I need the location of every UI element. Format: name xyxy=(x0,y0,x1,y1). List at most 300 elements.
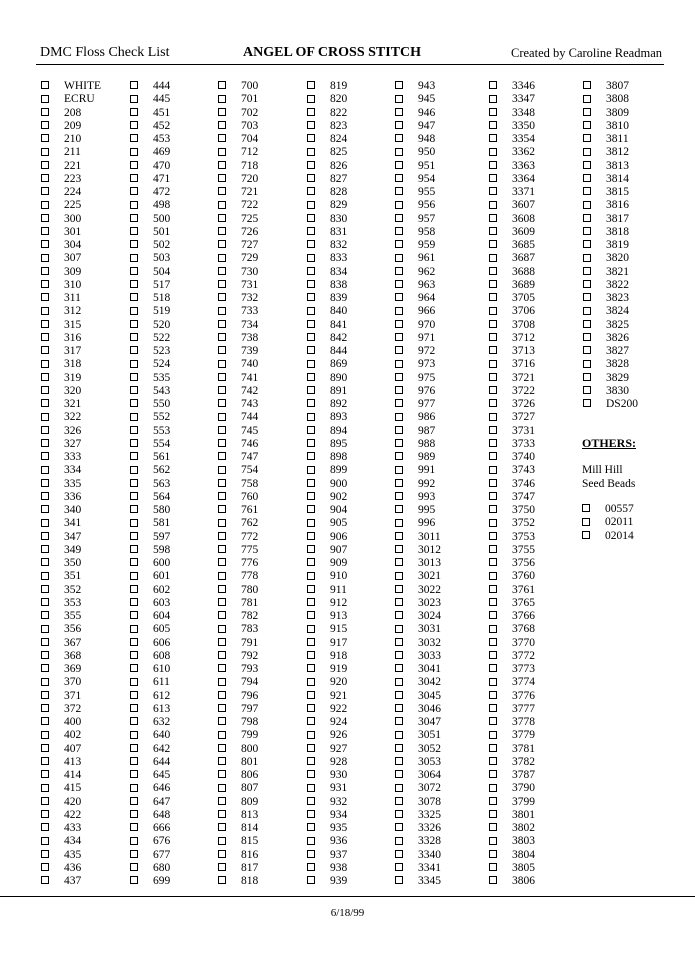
checkbox-icon[interactable] xyxy=(395,784,403,792)
checkbox-icon[interactable] xyxy=(583,134,591,142)
checkbox-icon[interactable] xyxy=(489,545,497,553)
checkbox-icon[interactable] xyxy=(218,850,226,858)
checkbox-icon[interactable] xyxy=(395,95,403,103)
checkbox-icon[interactable] xyxy=(395,413,403,421)
checkbox-icon[interactable] xyxy=(307,598,315,606)
checkbox-icon[interactable] xyxy=(395,201,403,209)
checkbox-icon[interactable] xyxy=(395,558,403,566)
checkbox-icon[interactable] xyxy=(583,254,591,262)
checkbox-icon[interactable] xyxy=(583,360,591,368)
checkbox-icon[interactable] xyxy=(307,108,315,116)
checkbox-icon[interactable] xyxy=(218,585,226,593)
checkbox-icon[interactable] xyxy=(307,545,315,553)
checkbox-icon[interactable] xyxy=(489,267,497,275)
checkbox-icon[interactable] xyxy=(489,254,497,262)
checkbox-icon[interactable] xyxy=(307,174,315,182)
checkbox-icon[interactable] xyxy=(489,201,497,209)
checkbox-icon[interactable] xyxy=(218,227,226,235)
checkbox-icon[interactable] xyxy=(395,293,403,301)
checkbox-icon[interactable] xyxy=(489,426,497,434)
checkbox-icon[interactable] xyxy=(307,558,315,566)
checkbox-icon[interactable] xyxy=(489,731,497,739)
checkbox-icon[interactable] xyxy=(41,386,49,394)
checkbox-icon[interactable] xyxy=(218,240,226,248)
checkbox-icon[interactable] xyxy=(307,505,315,513)
checkbox-icon[interactable] xyxy=(395,863,403,871)
checkbox-icon[interactable] xyxy=(218,413,226,421)
checkbox-icon[interactable] xyxy=(130,585,138,593)
checkbox-icon[interactable] xyxy=(307,346,315,354)
checkbox-icon[interactable] xyxy=(395,214,403,222)
checkbox-icon[interactable] xyxy=(130,784,138,792)
checkbox-icon[interactable] xyxy=(41,360,49,368)
checkbox-icon[interactable] xyxy=(41,346,49,354)
checkbox-icon[interactable] xyxy=(489,757,497,765)
checkbox-icon[interactable] xyxy=(41,611,49,619)
checkbox-icon[interactable] xyxy=(218,426,226,434)
checkbox-icon[interactable] xyxy=(130,293,138,301)
checkbox-icon[interactable] xyxy=(395,267,403,275)
checkbox-icon[interactable] xyxy=(41,227,49,235)
checkbox-icon[interactable] xyxy=(395,492,403,500)
checkbox-icon[interactable] xyxy=(41,174,49,182)
checkbox-icon[interactable] xyxy=(218,598,226,606)
checkbox-icon[interactable] xyxy=(41,691,49,699)
checkbox-icon[interactable] xyxy=(41,108,49,116)
checkbox-icon[interactable] xyxy=(130,187,138,195)
checkbox-icon[interactable] xyxy=(395,439,403,447)
checkbox-icon[interactable] xyxy=(395,823,403,831)
checkbox-icon[interactable] xyxy=(41,598,49,606)
checkbox-icon[interactable] xyxy=(130,320,138,328)
checkbox-icon[interactable] xyxy=(218,784,226,792)
checkbox-icon[interactable] xyxy=(307,214,315,222)
checkbox-icon[interactable] xyxy=(130,95,138,103)
checkbox-icon[interactable] xyxy=(489,492,497,500)
checkbox-icon[interactable] xyxy=(218,810,226,818)
checkbox-icon[interactable] xyxy=(218,837,226,845)
checkbox-icon[interactable] xyxy=(218,201,226,209)
checkbox-icon[interactable] xyxy=(489,108,497,116)
checkbox-icon[interactable] xyxy=(130,174,138,182)
checkbox-icon[interactable] xyxy=(395,797,403,805)
checkbox-icon[interactable] xyxy=(307,479,315,487)
checkbox-icon[interactable] xyxy=(218,625,226,633)
checkbox-icon[interactable] xyxy=(395,532,403,540)
checkbox-icon[interactable] xyxy=(395,717,403,725)
checkbox-icon[interactable] xyxy=(130,598,138,606)
checkbox-icon[interactable] xyxy=(218,664,226,672)
checkbox-icon[interactable] xyxy=(130,333,138,341)
checkbox-icon[interactable] xyxy=(41,293,49,301)
checkbox-icon[interactable] xyxy=(395,479,403,487)
checkbox-icon[interactable] xyxy=(307,876,315,884)
checkbox-icon[interactable] xyxy=(41,452,49,460)
checkbox-icon[interactable] xyxy=(41,744,49,752)
checkbox-icon[interactable] xyxy=(489,823,497,831)
checkbox-icon[interactable] xyxy=(41,651,49,659)
checkbox-icon[interactable] xyxy=(218,307,226,315)
checkbox-icon[interactable] xyxy=(395,386,403,394)
checkbox-icon[interactable] xyxy=(130,466,138,474)
checkbox-icon[interactable] xyxy=(130,121,138,129)
checkbox-icon[interactable] xyxy=(307,810,315,818)
checkbox-icon[interactable] xyxy=(41,466,49,474)
checkbox-icon[interactable] xyxy=(218,876,226,884)
checkbox-icon[interactable] xyxy=(489,691,497,699)
checkbox-icon[interactable] xyxy=(218,108,226,116)
checkbox-icon[interactable] xyxy=(307,850,315,858)
checkbox-icon[interactable] xyxy=(489,466,497,474)
checkbox-icon[interactable] xyxy=(307,532,315,540)
checkbox-icon[interactable] xyxy=(41,731,49,739)
checkbox-icon[interactable] xyxy=(130,797,138,805)
checkbox-icon[interactable] xyxy=(41,187,49,195)
checkbox-icon[interactable] xyxy=(41,307,49,315)
checkbox-icon[interactable] xyxy=(583,108,591,116)
checkbox-icon[interactable] xyxy=(218,731,226,739)
checkbox-icon[interactable] xyxy=(395,187,403,195)
checkbox-icon[interactable] xyxy=(218,678,226,686)
checkbox-icon[interactable] xyxy=(583,373,591,381)
checkbox-icon[interactable] xyxy=(130,704,138,712)
checkbox-icon[interactable] xyxy=(395,134,403,142)
checkbox-icon[interactable] xyxy=(130,770,138,778)
checkbox-icon[interactable] xyxy=(395,452,403,460)
checkbox-icon[interactable] xyxy=(395,810,403,818)
checkbox-icon[interactable] xyxy=(489,187,497,195)
checkbox-icon[interactable] xyxy=(41,201,49,209)
checkbox-icon[interactable] xyxy=(395,837,403,845)
checkbox-icon[interactable] xyxy=(41,638,49,646)
checkbox-icon[interactable] xyxy=(307,572,315,580)
checkbox-icon[interactable] xyxy=(489,770,497,778)
checkbox-icon[interactable] xyxy=(41,704,49,712)
checkbox-icon[interactable] xyxy=(218,744,226,752)
checkbox-icon[interactable] xyxy=(41,625,49,633)
checkbox-icon[interactable] xyxy=(130,731,138,739)
checkbox-icon[interactable] xyxy=(130,505,138,513)
checkbox-icon[interactable] xyxy=(489,558,497,566)
checkbox-icon[interactable] xyxy=(489,81,497,89)
checkbox-icon[interactable] xyxy=(218,134,226,142)
checkbox-icon[interactable] xyxy=(307,439,315,447)
checkbox-icon[interactable] xyxy=(41,267,49,275)
checkbox-icon[interactable] xyxy=(130,651,138,659)
checkbox-icon[interactable] xyxy=(218,770,226,778)
checkbox-icon[interactable] xyxy=(489,810,497,818)
checkbox-icon[interactable] xyxy=(489,360,497,368)
checkbox-icon[interactable] xyxy=(218,174,226,182)
checkbox-icon[interactable] xyxy=(130,214,138,222)
checkbox-icon[interactable] xyxy=(307,611,315,619)
checkbox-icon[interactable] xyxy=(583,95,591,103)
checkbox-icon[interactable] xyxy=(395,664,403,672)
checkbox-icon[interactable] xyxy=(130,479,138,487)
checkbox-icon[interactable] xyxy=(130,307,138,315)
checkbox-icon[interactable] xyxy=(489,850,497,858)
checkbox-icon[interactable] xyxy=(582,518,590,526)
checkbox-icon[interactable] xyxy=(395,731,403,739)
checkbox-icon[interactable] xyxy=(41,863,49,871)
checkbox-icon[interactable] xyxy=(130,850,138,858)
checkbox-icon[interactable] xyxy=(395,174,403,182)
checkbox-icon[interactable] xyxy=(489,572,497,580)
checkbox-icon[interactable] xyxy=(583,333,591,341)
checkbox-icon[interactable] xyxy=(307,466,315,474)
checkbox-icon[interactable] xyxy=(489,598,497,606)
checkbox-icon[interactable] xyxy=(130,837,138,845)
checkbox-icon[interactable] xyxy=(218,360,226,368)
checkbox-icon[interactable] xyxy=(307,280,315,288)
checkbox-icon[interactable] xyxy=(218,254,226,262)
checkbox-icon[interactable] xyxy=(395,466,403,474)
checkbox-icon[interactable] xyxy=(130,492,138,500)
checkbox-icon[interactable] xyxy=(489,333,497,341)
checkbox-icon[interactable] xyxy=(218,757,226,765)
checkbox-icon[interactable] xyxy=(395,691,403,699)
checkbox-icon[interactable] xyxy=(218,214,226,222)
checkbox-icon[interactable] xyxy=(583,386,591,394)
checkbox-icon[interactable] xyxy=(41,254,49,262)
checkbox-icon[interactable] xyxy=(218,519,226,527)
checkbox-icon[interactable] xyxy=(583,267,591,275)
checkbox-icon[interactable] xyxy=(582,531,590,539)
checkbox-icon[interactable] xyxy=(395,678,403,686)
checkbox-icon[interactable] xyxy=(130,691,138,699)
checkbox-icon[interactable] xyxy=(489,784,497,792)
checkbox-icon[interactable] xyxy=(130,373,138,381)
checkbox-icon[interactable] xyxy=(41,572,49,580)
checkbox-icon[interactable] xyxy=(307,519,315,527)
checkbox-icon[interactable] xyxy=(489,625,497,633)
checkbox-icon[interactable] xyxy=(307,360,315,368)
checkbox-icon[interactable] xyxy=(130,346,138,354)
checkbox-icon[interactable] xyxy=(307,399,315,407)
checkbox-icon[interactable] xyxy=(41,240,49,248)
checkbox-icon[interactable] xyxy=(395,161,403,169)
checkbox-icon[interactable] xyxy=(489,293,497,301)
checkbox-icon[interactable] xyxy=(130,625,138,633)
checkbox-icon[interactable] xyxy=(489,638,497,646)
checkbox-icon[interactable] xyxy=(307,187,315,195)
checkbox-icon[interactable] xyxy=(130,134,138,142)
checkbox-icon[interactable] xyxy=(307,201,315,209)
checkbox-icon[interactable] xyxy=(41,439,49,447)
checkbox-icon[interactable] xyxy=(489,704,497,712)
checkbox-icon[interactable] xyxy=(130,744,138,752)
checkbox-icon[interactable] xyxy=(583,307,591,315)
checkbox-icon[interactable] xyxy=(307,823,315,831)
checkbox-icon[interactable] xyxy=(307,254,315,262)
checkbox-icon[interactable] xyxy=(489,240,497,248)
checkbox-icon[interactable] xyxy=(307,386,315,394)
checkbox-icon[interactable] xyxy=(583,201,591,209)
checkbox-icon[interactable] xyxy=(130,519,138,527)
checkbox-icon[interactable] xyxy=(41,558,49,566)
checkbox-icon[interactable] xyxy=(307,333,315,341)
checkbox-icon[interactable] xyxy=(395,876,403,884)
checkbox-icon[interactable] xyxy=(307,625,315,633)
checkbox-icon[interactable] xyxy=(218,399,226,407)
checkbox-icon[interactable] xyxy=(395,333,403,341)
checkbox-icon[interactable] xyxy=(489,346,497,354)
checkbox-icon[interactable] xyxy=(130,611,138,619)
checkbox-icon[interactable] xyxy=(218,797,226,805)
checkbox-icon[interactable] xyxy=(307,426,315,434)
checkbox-icon[interactable] xyxy=(218,638,226,646)
checkbox-icon[interactable] xyxy=(41,280,49,288)
checkbox-icon[interactable] xyxy=(583,293,591,301)
checkbox-icon[interactable] xyxy=(130,810,138,818)
checkbox-icon[interactable] xyxy=(489,797,497,805)
checkbox-icon[interactable] xyxy=(130,532,138,540)
checkbox-icon[interactable] xyxy=(307,757,315,765)
checkbox-icon[interactable] xyxy=(218,373,226,381)
checkbox-icon[interactable] xyxy=(307,161,315,169)
checkbox-icon[interactable] xyxy=(307,863,315,871)
checkbox-icon[interactable] xyxy=(41,121,49,129)
checkbox-icon[interactable] xyxy=(489,227,497,235)
checkbox-icon[interactable] xyxy=(130,572,138,580)
checkbox-icon[interactable] xyxy=(489,611,497,619)
checkbox-icon[interactable] xyxy=(218,651,226,659)
checkbox-icon[interactable] xyxy=(307,267,315,275)
checkbox-icon[interactable] xyxy=(395,625,403,633)
checkbox-icon[interactable] xyxy=(218,479,226,487)
checkbox-icon[interactable] xyxy=(41,214,49,222)
checkbox-icon[interactable] xyxy=(395,254,403,262)
checkbox-icon[interactable] xyxy=(489,413,497,421)
checkbox-icon[interactable] xyxy=(489,121,497,129)
checkbox-icon[interactable] xyxy=(583,240,591,248)
checkbox-icon[interactable] xyxy=(41,320,49,328)
checkbox-icon[interactable] xyxy=(307,134,315,142)
checkbox-icon[interactable] xyxy=(489,678,497,686)
checkbox-icon[interactable] xyxy=(489,399,497,407)
checkbox-icon[interactable] xyxy=(395,346,403,354)
checkbox-icon[interactable] xyxy=(130,280,138,288)
checkbox-icon[interactable] xyxy=(307,148,315,156)
checkbox-icon[interactable] xyxy=(130,413,138,421)
checkbox-icon[interactable] xyxy=(218,81,226,89)
checkbox-icon[interactable] xyxy=(307,784,315,792)
checkbox-icon[interactable] xyxy=(218,320,226,328)
checkbox-icon[interactable] xyxy=(218,611,226,619)
checkbox-icon[interactable] xyxy=(489,373,497,381)
checkbox-icon[interactable] xyxy=(41,717,49,725)
checkbox-icon[interactable] xyxy=(489,214,497,222)
checkbox-icon[interactable] xyxy=(307,320,315,328)
checkbox-icon[interactable] xyxy=(41,81,49,89)
checkbox-icon[interactable] xyxy=(41,797,49,805)
checkbox-icon[interactable] xyxy=(583,161,591,169)
checkbox-icon[interactable] xyxy=(218,863,226,871)
checkbox-icon[interactable] xyxy=(218,452,226,460)
checkbox-icon[interactable] xyxy=(489,651,497,659)
checkbox-icon[interactable] xyxy=(395,373,403,381)
checkbox-icon[interactable] xyxy=(130,426,138,434)
checkbox-icon[interactable] xyxy=(218,333,226,341)
checkbox-icon[interactable] xyxy=(489,876,497,884)
checkbox-icon[interactable] xyxy=(41,823,49,831)
checkbox-icon[interactable] xyxy=(130,717,138,725)
checkbox-icon[interactable] xyxy=(489,717,497,725)
checkbox-icon[interactable] xyxy=(41,770,49,778)
checkbox-icon[interactable] xyxy=(218,161,226,169)
checkbox-icon[interactable] xyxy=(41,505,49,513)
checkbox-icon[interactable] xyxy=(395,108,403,116)
checkbox-icon[interactable] xyxy=(489,280,497,288)
checkbox-icon[interactable] xyxy=(489,95,497,103)
checkbox-icon[interactable] xyxy=(395,426,403,434)
checkbox-icon[interactable] xyxy=(583,214,591,222)
checkbox-icon[interactable] xyxy=(489,439,497,447)
checkbox-icon[interactable] xyxy=(218,466,226,474)
checkbox-icon[interactable] xyxy=(130,81,138,89)
checkbox-icon[interactable] xyxy=(130,148,138,156)
checkbox-icon[interactable] xyxy=(41,426,49,434)
checkbox-icon[interactable] xyxy=(307,704,315,712)
checkbox-icon[interactable] xyxy=(218,572,226,580)
checkbox-icon[interactable] xyxy=(395,598,403,606)
checkbox-icon[interactable] xyxy=(218,704,226,712)
checkbox-icon[interactable] xyxy=(41,545,49,553)
checkbox-icon[interactable] xyxy=(41,148,49,156)
checkbox-icon[interactable] xyxy=(130,240,138,248)
checkbox-icon[interactable] xyxy=(395,121,403,129)
checkbox-icon[interactable] xyxy=(307,95,315,103)
checkbox-icon[interactable] xyxy=(307,413,315,421)
checkbox-icon[interactable] xyxy=(218,346,226,354)
checkbox-icon[interactable] xyxy=(583,346,591,354)
checkbox-icon[interactable] xyxy=(307,717,315,725)
checkbox-icon[interactable] xyxy=(41,492,49,500)
checkbox-icon[interactable] xyxy=(395,611,403,619)
checkbox-icon[interactable] xyxy=(307,678,315,686)
checkbox-icon[interactable] xyxy=(41,532,49,540)
checkbox-icon[interactable] xyxy=(489,134,497,142)
checkbox-icon[interactable] xyxy=(130,360,138,368)
checkbox-icon[interactable] xyxy=(583,320,591,328)
checkbox-icon[interactable] xyxy=(395,585,403,593)
checkbox-icon[interactable] xyxy=(130,545,138,553)
checkbox-icon[interactable] xyxy=(218,545,226,553)
checkbox-icon[interactable] xyxy=(395,519,403,527)
checkbox-icon[interactable] xyxy=(489,664,497,672)
checkbox-icon[interactable] xyxy=(395,651,403,659)
checkbox-icon[interactable] xyxy=(41,399,49,407)
checkbox-icon[interactable] xyxy=(130,558,138,566)
checkbox-icon[interactable] xyxy=(583,187,591,195)
checkbox-icon[interactable] xyxy=(41,678,49,686)
checkbox-icon[interactable] xyxy=(218,558,226,566)
checkbox-icon[interactable] xyxy=(583,280,591,288)
checkbox-icon[interactable] xyxy=(218,691,226,699)
checkbox-icon[interactable] xyxy=(307,585,315,593)
checkbox-icon[interactable] xyxy=(130,664,138,672)
checkbox-icon[interactable] xyxy=(395,505,403,513)
checkbox-icon[interactable] xyxy=(395,81,403,89)
checkbox-icon[interactable] xyxy=(489,585,497,593)
checkbox-icon[interactable] xyxy=(307,638,315,646)
checkbox-icon[interactable] xyxy=(395,320,403,328)
checkbox-icon[interactable] xyxy=(41,837,49,845)
checkbox-icon[interactable] xyxy=(489,320,497,328)
checkbox-icon[interactable] xyxy=(395,399,403,407)
checkbox-icon[interactable] xyxy=(307,121,315,129)
checkbox-icon[interactable] xyxy=(489,386,497,394)
